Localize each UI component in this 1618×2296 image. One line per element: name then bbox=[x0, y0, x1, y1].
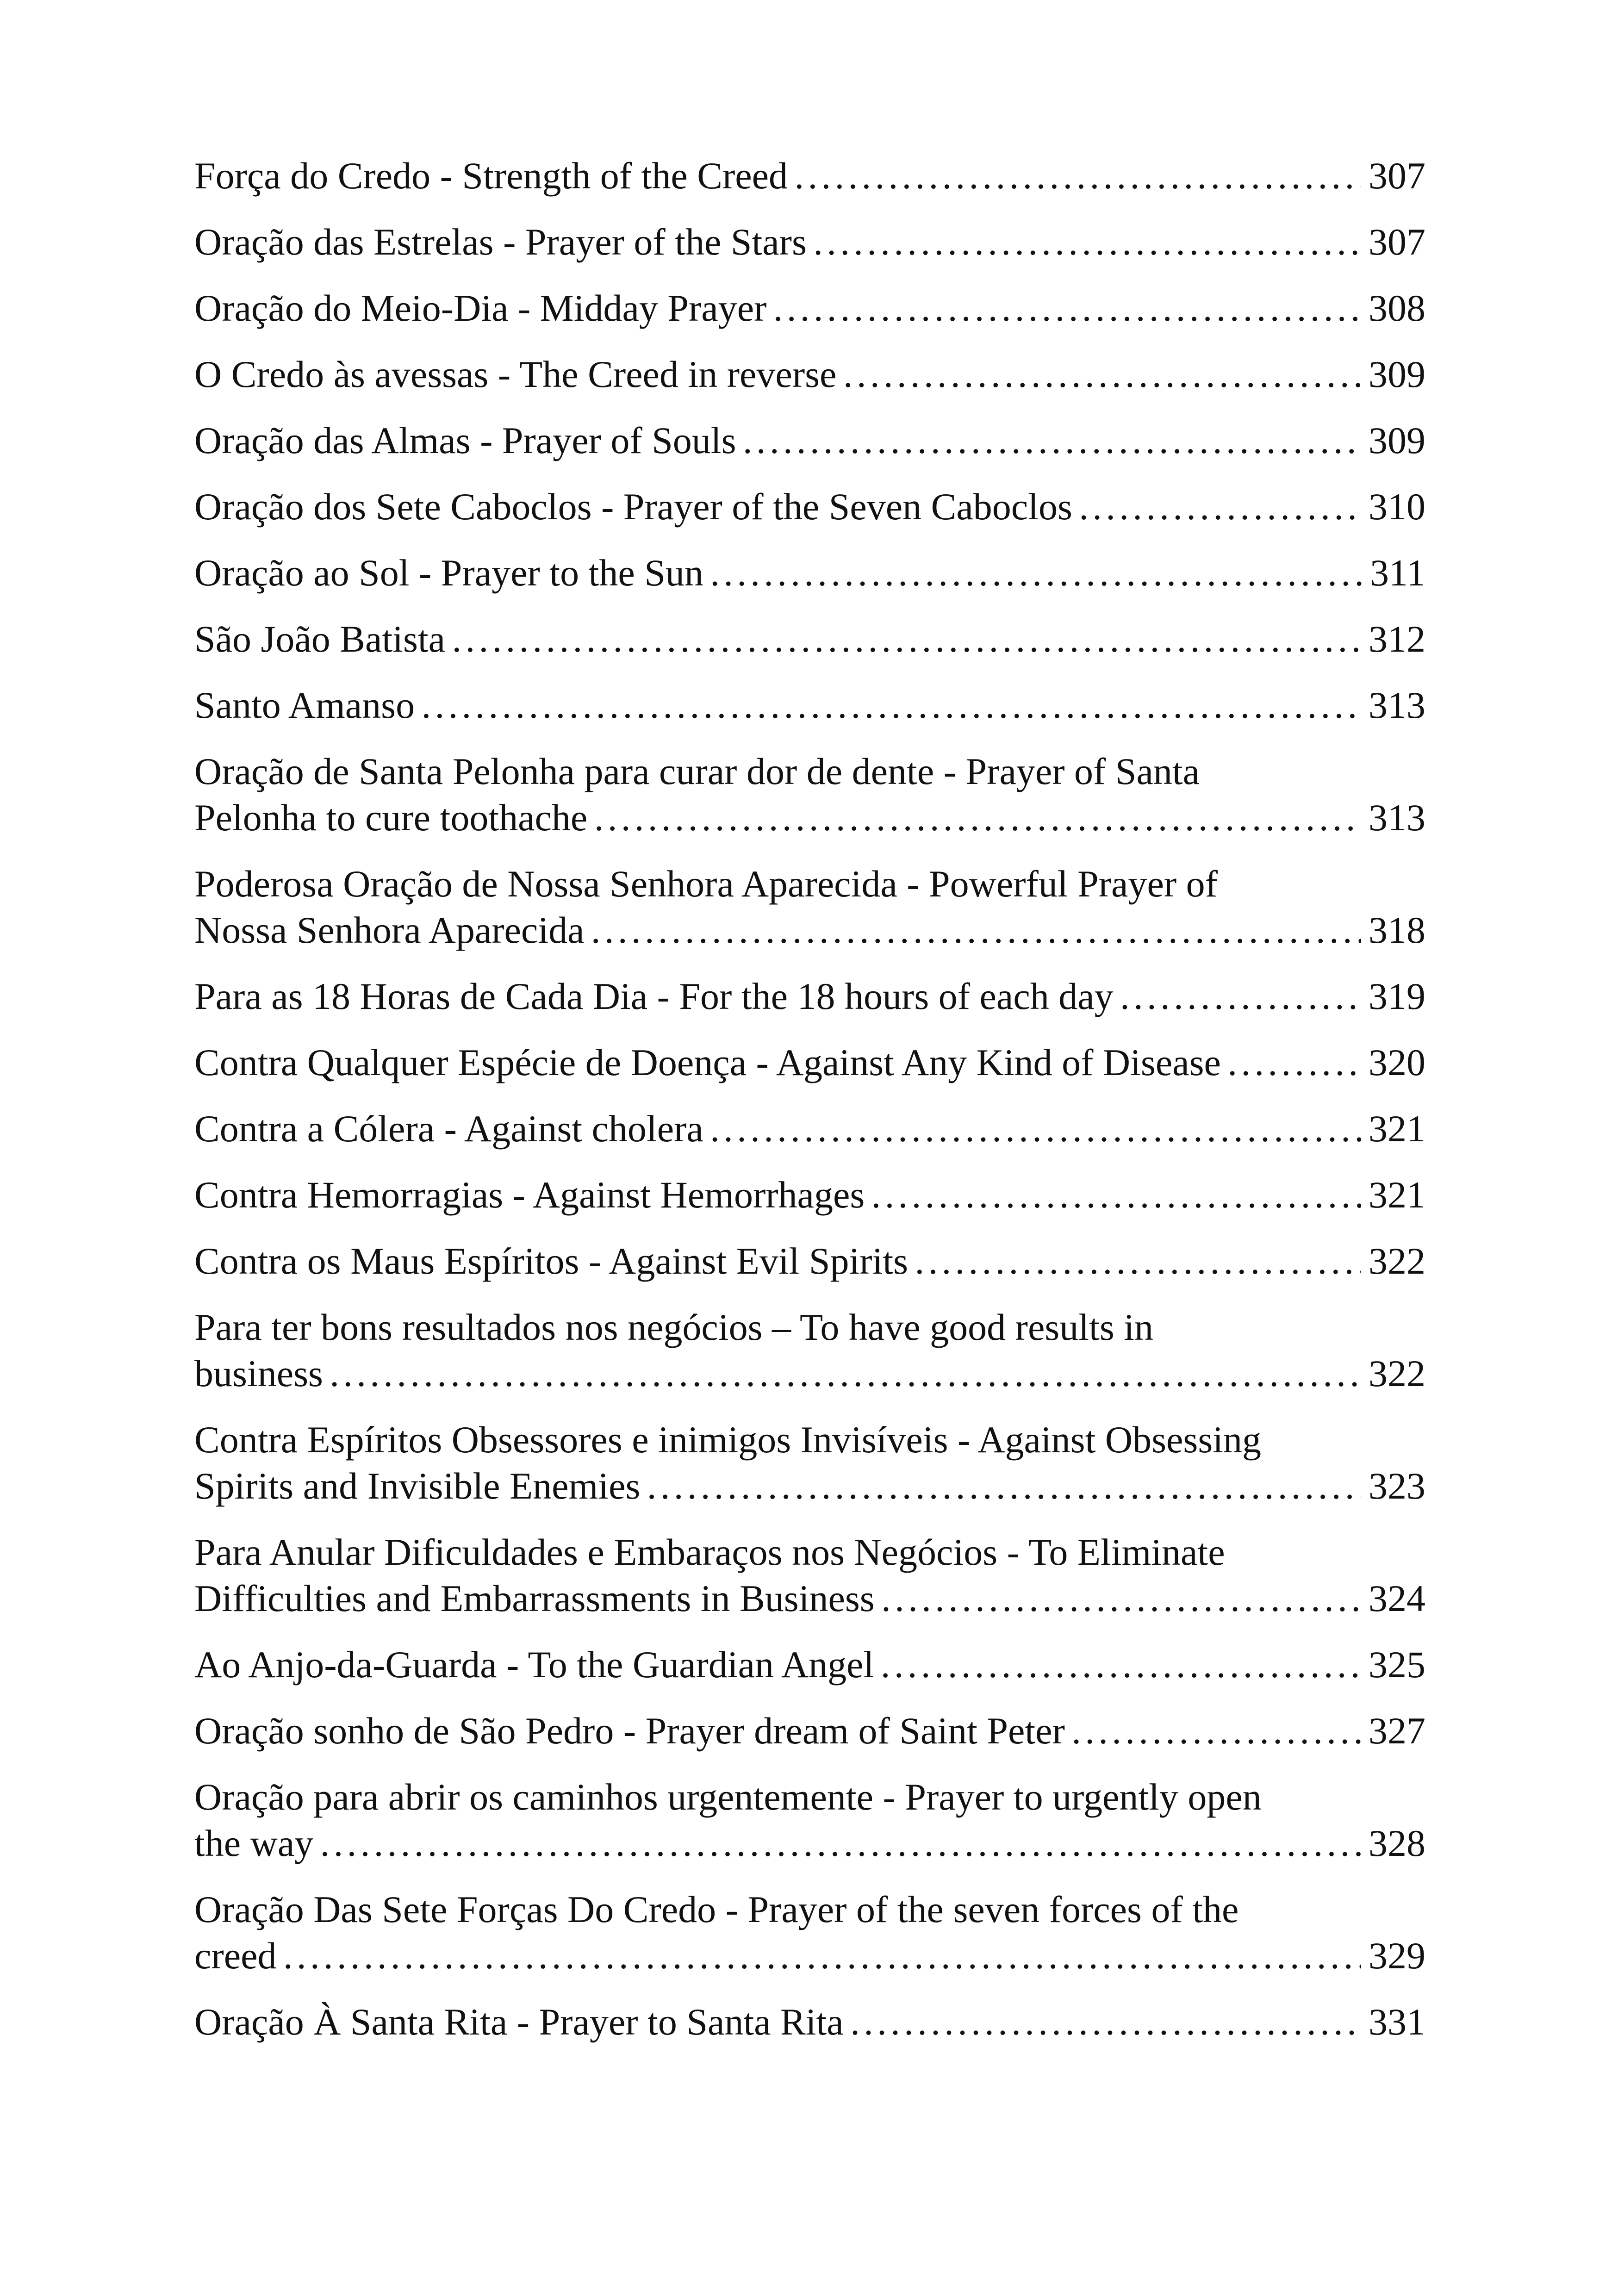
toc-entry bbox=[194, 1238, 1425, 1284]
toc-entry bbox=[194, 973, 1425, 1020]
toc-entry bbox=[194, 682, 1425, 728]
toc-page-number: 320 bbox=[1369, 1041, 1425, 1083]
toc-page-number: 321 bbox=[1369, 1108, 1425, 1150]
toc-entry-title-line: Contra Espíritos Obsessores e inimigos Invisíveis - Against Obsessing bbox=[194, 1419, 1262, 1461]
toc-entry bbox=[194, 1172, 1425, 1218]
toc-page-number: 329 bbox=[1369, 1935, 1425, 1977]
toc-entry bbox=[194, 1304, 1425, 1397]
toc-entry-title: Contra a Cólera - Against cholera . . . bbox=[194, 1106, 1361, 1152]
toc-entry bbox=[194, 1774, 1425, 1867]
toc-page-number: 328 bbox=[1369, 1822, 1425, 1864]
toc-entry-title: business . . . bbox=[194, 1350, 1361, 1397]
toc-entry-title: O Credo às avessas - The Creed in reverse . . . bbox=[194, 351, 1361, 398]
toc-entry bbox=[194, 219, 1425, 265]
toc-entry-title: Força do Credo - Strength of the Creed . . . bbox=[194, 153, 1361, 199]
toc-page-number: 319 bbox=[1369, 975, 1425, 1017]
toc-entry bbox=[194, 616, 1425, 662]
toc-entry-title: Pelonha to cure toothache . . . bbox=[194, 795, 1361, 841]
toc-entry bbox=[194, 1039, 1425, 1086]
toc-page-number: 331 bbox=[1369, 2001, 1425, 2043]
toc-page-number: 313 bbox=[1369, 684, 1425, 726]
toc-entry bbox=[194, 285, 1425, 331]
toc-page-number: 327 bbox=[1369, 1710, 1425, 1752]
toc-page-number: 311 bbox=[1370, 552, 1425, 594]
toc-entry-title: Contra os Maus Espíritos - Against Evil Spirits . . . bbox=[194, 1238, 1361, 1284]
toc-entry bbox=[194, 550, 1425, 596]
toc-entry-title: Contra Hemorragias - Against Hemorrhages . . . bbox=[194, 1172, 1361, 1218]
toc-page-number: 313 bbox=[1369, 796, 1425, 839]
toc-entry-title: creed . . . bbox=[194, 1933, 1361, 1979]
toc-entry bbox=[194, 484, 1425, 530]
toc-entry bbox=[194, 1708, 1425, 1754]
toc-entry bbox=[194, 748, 1425, 841]
toc-entry-title: Contra Qualquer Espécie de Doença - Against Any Kind of Disease . . . bbox=[194, 1039, 1361, 1086]
toc-entry bbox=[194, 153, 1425, 199]
toc-entry-title: Oração ao Sol - Prayer to the Sun . . . bbox=[194, 550, 1363, 596]
toc-entry bbox=[194, 861, 1425, 953]
toc-page-number: 310 bbox=[1369, 485, 1425, 528]
toc-entry-title: the way . . . bbox=[194, 1820, 1361, 1867]
toc-page-number: 318 bbox=[1369, 909, 1425, 951]
toc-entry-title: Oração sonho de São Pedro - Prayer dream of Saint Peter . . . bbox=[194, 1708, 1361, 1754]
toc-entry bbox=[194, 1999, 1425, 2045]
toc-entry bbox=[194, 1106, 1425, 1152]
toc-page-number: 307 bbox=[1369, 155, 1425, 197]
toc-entry bbox=[194, 351, 1425, 398]
toc-page-number: 308 bbox=[1369, 287, 1425, 329]
toc-entry-title: Oração À Santa Rita - Prayer to Santa Rita . . . bbox=[194, 1999, 1361, 2045]
toc-page-number: 325 bbox=[1369, 1643, 1425, 1686]
toc-entry-title: São João Batista . . . bbox=[194, 616, 1361, 662]
toc-entry bbox=[194, 1529, 1425, 1622]
toc-entry-title: Nossa Senhora Aparecida . . . bbox=[194, 907, 1361, 953]
toc-page-number: 312 bbox=[1369, 618, 1425, 660]
toc-entry bbox=[194, 417, 1425, 464]
toc-page-number: 322 bbox=[1369, 1240, 1425, 1282]
toc-entry-title: Difficulties and Embarrassments in Business . . . bbox=[194, 1575, 1361, 1622]
toc-entry-title-line: Para Anular Dificuldades e Embaraços nos Negócios - To Eliminate bbox=[194, 1531, 1225, 1573]
toc-entry-title-line: Oração para abrir os caminhos urgentemente - Prayer to urgently open bbox=[194, 1776, 1262, 1818]
toc-entry-title-line: Oração Das Sete Forças Do Credo - Prayer of the seven forces of the bbox=[194, 1888, 1239, 1930]
toc-entry-title: Para as 18 Horas de Cada Dia - For the 18 hours of each day . . . bbox=[194, 973, 1361, 1020]
toc-page-number: 307 bbox=[1369, 221, 1425, 263]
toc-entry-title-line: Oração de Santa Pelonha para curar dor de dente - Prayer of Santa bbox=[194, 750, 1200, 792]
toc-entry bbox=[194, 1417, 1425, 1509]
toc-page-number: 321 bbox=[1369, 1174, 1425, 1216]
toc-entry-title: Oração dos Sete Caboclos - Prayer of the Seven Caboclos . . . bbox=[194, 484, 1361, 530]
toc-entry-title: Oração das Estrelas - Prayer of the Stars . . . bbox=[194, 219, 1361, 265]
toc-entry-title-line: Para ter bons resultados nos negócios – To have good results in bbox=[194, 1306, 1154, 1348]
toc-page-number: 322 bbox=[1369, 1352, 1425, 1394]
table-of-contents bbox=[194, 153, 1425, 2065]
toc-entry bbox=[194, 1886, 1425, 1979]
toc-page-number: 324 bbox=[1369, 1577, 1425, 1619]
toc-entry-title: Ao Anjo-da-Guarda - To the Guardian Angel . . . bbox=[194, 1642, 1361, 1688]
toc-entry-title: Santo Amanso . . . bbox=[194, 682, 1361, 728]
toc-page-number: 323 bbox=[1369, 1465, 1425, 1507]
toc-page-number: 309 bbox=[1369, 419, 1425, 461]
toc-entry bbox=[194, 1642, 1425, 1688]
toc-entry-title: Oração do Meio-Dia - Midday Prayer . . . bbox=[194, 285, 1361, 331]
toc-page-number: 309 bbox=[1369, 353, 1425, 395]
toc-entry-title: Oração das Almas - Prayer of Souls . . . bbox=[194, 417, 1361, 464]
toc-entry-title: Spirits and Invisible Enemies . . . bbox=[194, 1463, 1361, 1509]
toc-entry-title-line: Poderosa Oração de Nossa Senhora Aparecida - Powerful Prayer of bbox=[194, 863, 1218, 905]
